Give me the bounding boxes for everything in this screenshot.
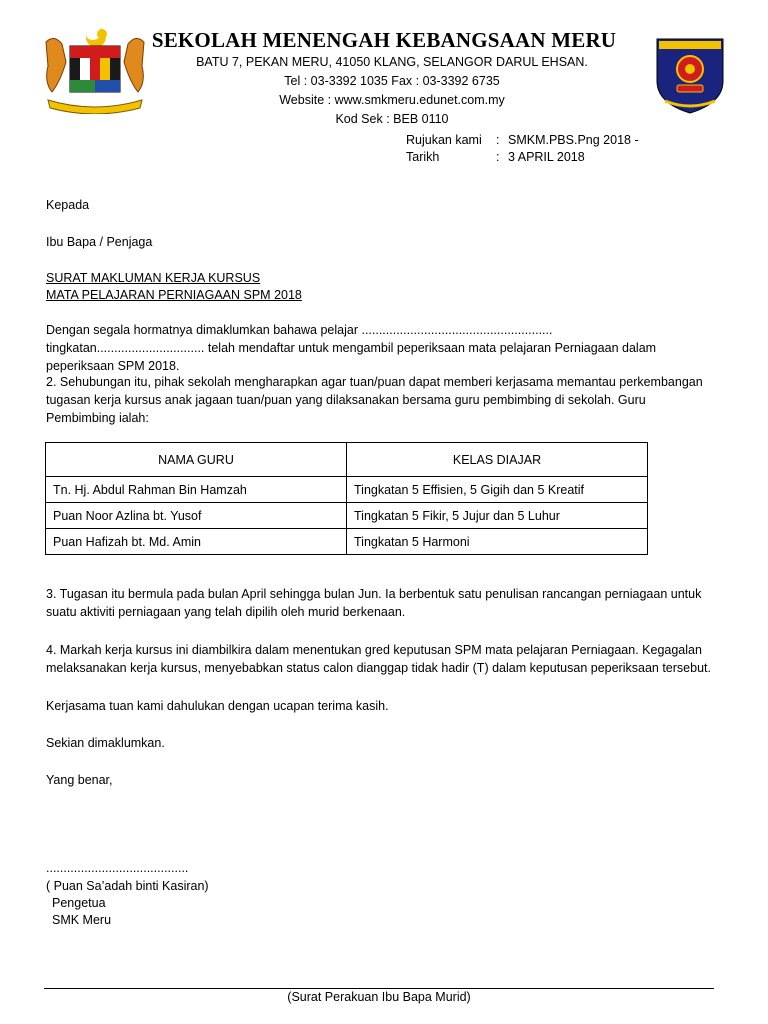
signatory-school: SMK Meru: [52, 913, 112, 927]
school-contact: Tel : 03-3392 1035 Fax : 03-3392 6735: [284, 74, 500, 88]
rujukan-label: Rujukan kami: [406, 133, 482, 147]
paragraph-1: Dengan segala hormatnya dimaklumkan bahawa pelajar ....................................................... tingkatan............................... telah mendaftar untuk mengambil peperiksaan mata pelajaran Perniagaan dalam peperiksaan SPM 2018.: [46, 323, 657, 373]
table-row: [46, 529, 648, 555]
tarikh-label: Tarikh: [406, 150, 440, 164]
rujukan-colon: :: [496, 133, 500, 147]
divider-line: [44, 988, 714, 989]
kepada: Kepada: [46, 198, 90, 212]
table-header-row: [46, 443, 648, 477]
header-kelas-diajar: KELAS DIAJAR: [347, 443, 648, 477]
teacher-table: [45, 442, 648, 555]
teacher-name: Puan Noor Azlina bt. Yusof: [46, 503, 347, 529]
teacher-class: Tingkatan 5 Harmoni: [347, 529, 648, 555]
table-row: [46, 477, 648, 503]
teacher-class: Tingkatan 5 Effisien, 5 Gigih dan 5 Kreatif: [347, 477, 648, 503]
school-code: Kod Sek : BEB 0110: [335, 112, 449, 126]
school-website: Website : www.smkmeru.edunet.com.my: [279, 93, 505, 107]
signature-line: .........................................: [46, 861, 189, 875]
school-name: SEKOLAH MENENGAH KEBANGSAAN MERU: [151, 28, 617, 52]
closing-text: Sekian dimaklumkan.: [46, 736, 165, 750]
teacher-name: Tn. Hj. Abdul Rahman Bin Hamzah: [46, 477, 347, 503]
header-nama-guru: NAMA GURU: [46, 443, 347, 477]
teacher-class: Tingkatan 5 Fikir, 5 Jujur dan 5 Luhur: [347, 503, 648, 529]
recipient: Ibu Bapa / Penjaga: [46, 235, 153, 249]
signatory-name: ( Puan Sa’adah binti Kasiran): [46, 879, 209, 893]
paragraph-4: 4. Markah kerja kursus ini diambilkira dalam menentukan gred keputusan SPM mata pelajaran Perniagaan. Kegagalan melaksanakan kerja kursus, menyebabkan status calon dianggap tidak hadir (T) dalam keputusan peperiksaan tersebut.: [46, 643, 711, 675]
table-row: [46, 503, 648, 529]
tarikh-colon: :: [496, 150, 500, 164]
school-address: BATU 7, PEKAN MERU, 41050 KLANG, SELANGOR DARUL EHSAN.: [196, 55, 588, 69]
paragraph-3: 3. Tugasan itu bermula pada bulan April sehingga bulan Jun. Ia berbentuk satu penulisan rancangan perniagaan untuk suatu aktiviti perniagaan yang telah dipilih oleh murid berkenaan.: [46, 587, 702, 619]
subject-line-1: SURAT MAKLUMAN KERJA KURSUS: [46, 271, 261, 285]
signatory-position: Pengetua: [52, 896, 106, 910]
tarikh-value: 3 APRIL 2018: [508, 150, 585, 164]
sign-off: Yang benar,: [46, 773, 113, 787]
teacher-name: Puan Hafizah bt. Md. Amin: [46, 529, 347, 555]
footer-title: (Surat Perakuan Ibu Bapa Murid): [287, 990, 471, 1004]
rujukan-value: SMKM.PBS.Png 2018 -: [508, 133, 639, 147]
subject-line-2: MATA PELAJARAN PERNIAGAAN SPM 2018: [46, 288, 302, 302]
thanks-text: Kerjasama tuan kami dahulukan dengan ucapan terima kasih.: [46, 699, 389, 713]
paragraph-2: 2. Sehubungan itu, pihak sekolah mengharapkan agar tuan/puan dapat memberi kerjasama memantau perkembangan tugasan kerja kursus anak jagaan tuan/puan yang dilaksanakan bersama guru pembimbing di sekolah. Guru Pembimbing ialah:: [46, 375, 703, 425]
